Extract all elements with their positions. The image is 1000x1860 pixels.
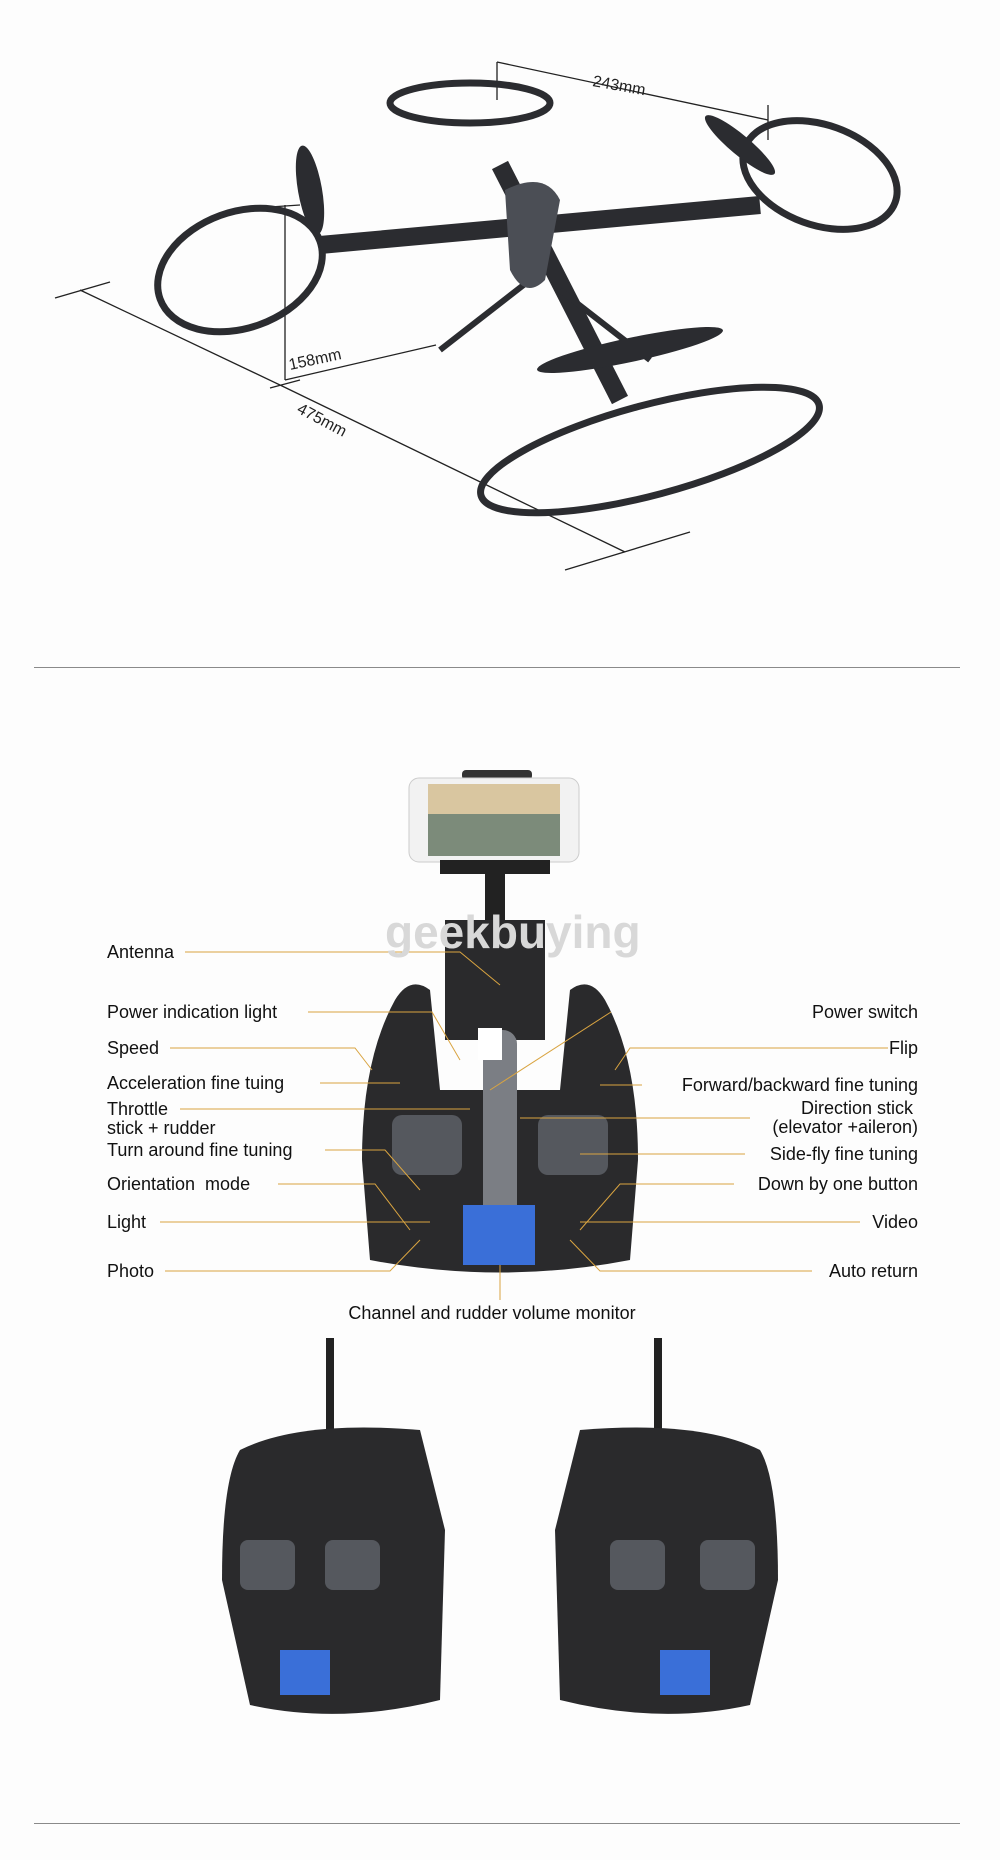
label-throttle: Throttle (107, 1099, 169, 1119)
label-speed: Speed (107, 1038, 160, 1058)
label-photo: Photo (107, 1261, 155, 1281)
label-direction-stick: Direction stick (800, 1098, 913, 1118)
controller-logo (478, 1028, 502, 1060)
label-acceleration-fine-tuning: Acceleration fine tuing (107, 1073, 285, 1093)
label-stick-rudder: stick + rudder (107, 1118, 216, 1138)
left-stick (392, 1115, 462, 1175)
controller-right-view (555, 1338, 778, 1714)
drone-dimension-diagram (0, 0, 1000, 600)
label-video: Video (872, 1212, 918, 1232)
controller-diagram (0, 760, 1000, 1300)
controllers-angled-views (0, 1330, 1000, 1730)
label-flip: Flip (888, 1038, 918, 1058)
label-forward-backward-fine-tuning: Forward/backward fine tuning (681, 1075, 918, 1095)
width-dimension: 243mm (591, 73, 647, 100)
label-antenna: Antenna (107, 942, 175, 962)
label-elevator-aileron: (elevator +aileron) (772, 1117, 918, 1137)
label-auto-return: Auto return (828, 1261, 918, 1281)
label-turn-around-fine-tuning: Turn around fine tuning (107, 1140, 293, 1160)
length-dimension: 475mm (294, 400, 350, 441)
height-dimension: 158mm (287, 346, 344, 374)
label-light: Light (107, 1212, 147, 1232)
label-channel-monitor: Channel and rudder volume monitor (348, 1303, 636, 1323)
drone-body-illustration (140, 83, 912, 539)
label-power-switch: Power switch (811, 1002, 918, 1022)
label-power-indication-light: Power indication light (107, 1002, 278, 1022)
label-orientation-mode: Orientation mode (107, 1174, 251, 1194)
controller-left-view (222, 1338, 445, 1714)
section-divider (34, 667, 960, 668)
propeller (535, 319, 726, 382)
section-divider-bottom (34, 1823, 960, 1824)
watermark: geekbuying (385, 906, 641, 958)
lcd-screen (463, 1205, 535, 1265)
propeller (290, 144, 329, 237)
right-stick (538, 1115, 608, 1175)
label-down-by-one-button: Down by one button (757, 1174, 918, 1194)
label-side-fly-fine-tuning: Side-fly fine tuning (769, 1144, 918, 1164)
